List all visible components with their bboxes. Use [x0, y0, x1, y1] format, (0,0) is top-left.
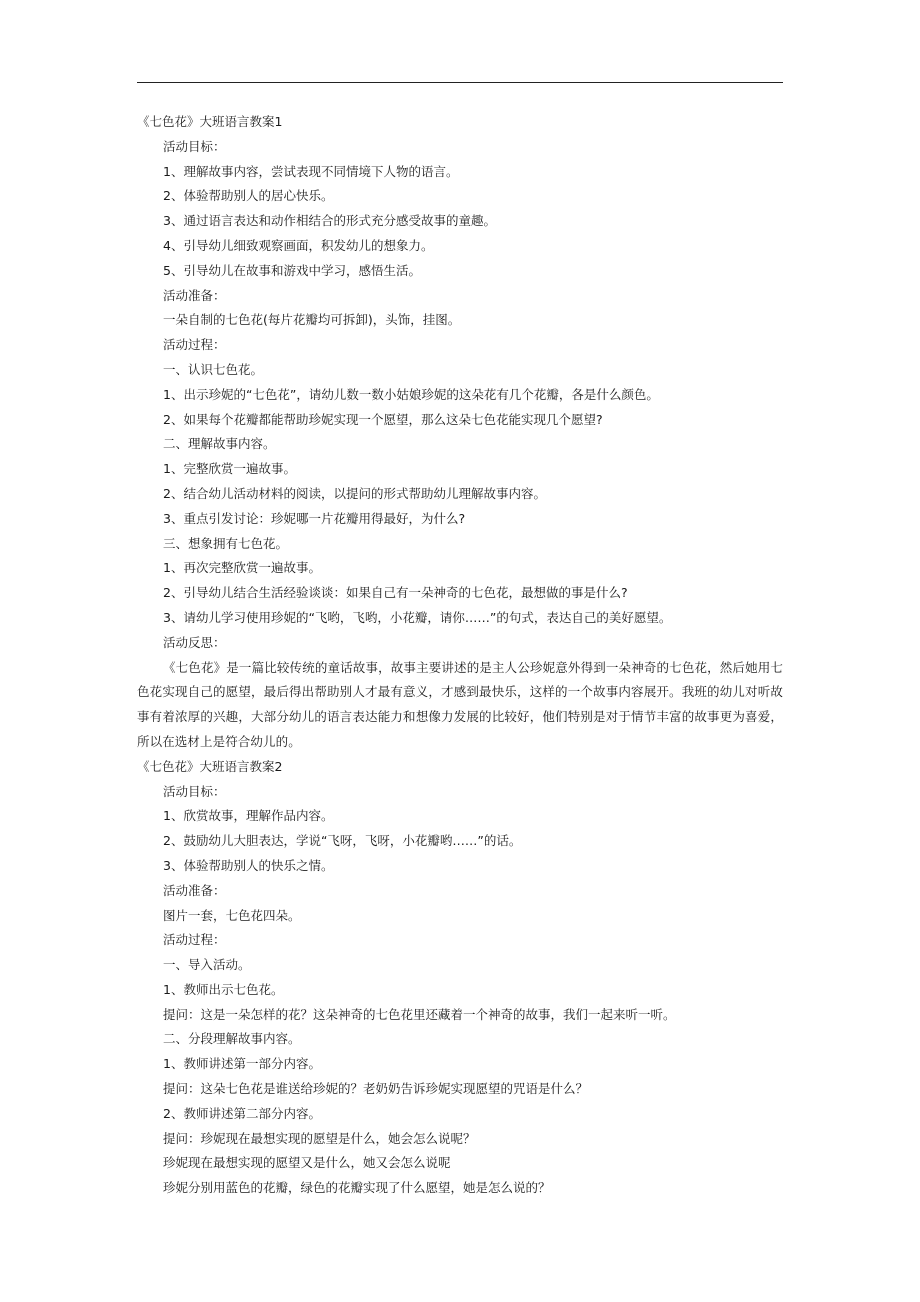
plan2-line: 1、教师出示七色花。 — [163, 981, 284, 997]
plan2-line: 一、导入活动。 — [163, 957, 251, 973]
plan2-line: 活动目标： — [163, 783, 226, 799]
plan2-line: 二、分段理解故事内容。 — [163, 1031, 301, 1047]
plan2-line: 珍妮现在最想实现的愿望又是什么，她又会怎么说呢 — [163, 1155, 451, 1171]
plan1-line: 2、如果每个花瓣都能帮助珍妮实现一个愿望，那么这朵七色花能实现几个愿望? — [163, 411, 603, 427]
plan1-line: 4、引导幼儿细致观察画面，积发幼儿的想象力。 — [163, 237, 434, 253]
plan1-line: 活动反思： — [163, 634, 226, 650]
plan1-line: 二、理解故事内容。 — [163, 436, 276, 452]
plan2-line: 3、体验帮助别人的快乐之情。 — [163, 857, 334, 873]
plan1-line: 2、结合幼儿活动材料的阅读，以提问的形式帮助幼儿理解故事内容。 — [163, 485, 546, 501]
plan1-line: 3、重点引发讨论：珍妮哪一片花瓣用得最好，为什么? — [163, 510, 466, 526]
plan1-line: 一、认识七色花。 — [163, 361, 264, 377]
plan1-line: 一朵自制的七色花(每片花瓣均可拆卸)，头饰，挂图。 — [163, 312, 461, 328]
plan1-line: 3、请幼儿学习使用珍妮的“飞哟，飞哟，小花瓣，请你……”的句式，表达自己的美好愿望。 — [163, 609, 672, 625]
plan2-line: 活动准备： — [163, 882, 226, 898]
plan2-line: 1、教师讲述第一部分内容。 — [163, 1056, 321, 1072]
plan1-line: 1、再次完整欣赏一遍故事。 — [163, 560, 321, 576]
plan1-reflection-paragraph: 《七色花》是一篇比较传统的童话故事，故事主要讲述的是主人公珍妮意外得到一朵神奇的七色花，然后她用七色花实现自己的愿望，最后得出帮助别人才最有意义，才感到最快乐，这样的一个故事内容展开。我班的幼儿对听故事有着浓厚的兴趣，大部分幼儿的语言表达能力和想像力发展的比较好，他们特别是对于情节丰富的故事更为喜爱，所以在选材上是符合幼儿的。 — [137, 659, 783, 749]
plan1-title: 《七色花》大班语言教案1 — [137, 114, 283, 129]
plan1-line: 1、完整欣赏一遍故事。 — [163, 461, 296, 477]
plan1-line: 活动准备： — [163, 287, 226, 303]
plan1-line: 5、引导幼儿在故事和游戏中学习，感悟生活。 — [163, 262, 421, 278]
plan1-line: 3、通过语言表达和动作相结合的形式充分感受故事的童趣。 — [163, 213, 496, 229]
plan2-line: 1、欣赏故事，理解作品内容。 — [163, 808, 334, 824]
plan1-line: 2、体验帮助别人的居心快乐。 — [163, 188, 334, 204]
plan2-line: 提问：这朵七色花是谁送给珍妮的？老奶奶告诉珍妮实现愿望的咒语是什么？ — [163, 1081, 589, 1097]
header-rule — [137, 82, 783, 83]
plan1-line: 1、理解故事内容，尝试表现不同情境下人物的语言。 — [163, 163, 459, 179]
plan1-line: 三、想象拥有七色花。 — [163, 535, 289, 551]
plan2-line: 活动过程： — [163, 932, 226, 948]
plan2-line: 2、鼓励幼儿大胆表达，学说“飞呀，飞呀，小花瓣哟……”的话。 — [163, 833, 522, 849]
plan1-line: 活动目标： — [163, 138, 226, 154]
plan1-line: 2、引导幼儿结合生活经验谈谈：如果自己有一朵神奇的七色花，最想做的事是什么? — [163, 585, 628, 601]
plan2-title: 《七色花》大班语言教案2 — [137, 758, 283, 774]
plan1-line: 1、出示珍妮的“七色花”，请幼儿数一数小姑娘珍妮的这朵花有几个花瓣，各是什么颜色。 — [163, 386, 659, 402]
plan2-line: 提问：这是一朵怎样的花？这朵神奇的七色花里还藏着一个神奇的故事，我们一起来听一听。 — [163, 1006, 676, 1022]
plan2-line: 提问：珍妮现在最想实现的愿望是什么，她会怎么说呢？ — [163, 1130, 476, 1146]
plan2-line: 2、教师讲述第二部分内容。 — [163, 1105, 321, 1121]
plan2-line: 珍妮分别用蓝色的花瓣，绿色的花瓣实现了什么愿望，她是怎么说的？ — [163, 1180, 551, 1196]
plan2-line: 图片一套，七色花四朵。 — [163, 907, 301, 923]
plan1-line: 活动过程： — [163, 337, 226, 353]
document-body — [137, 110, 783, 1201]
